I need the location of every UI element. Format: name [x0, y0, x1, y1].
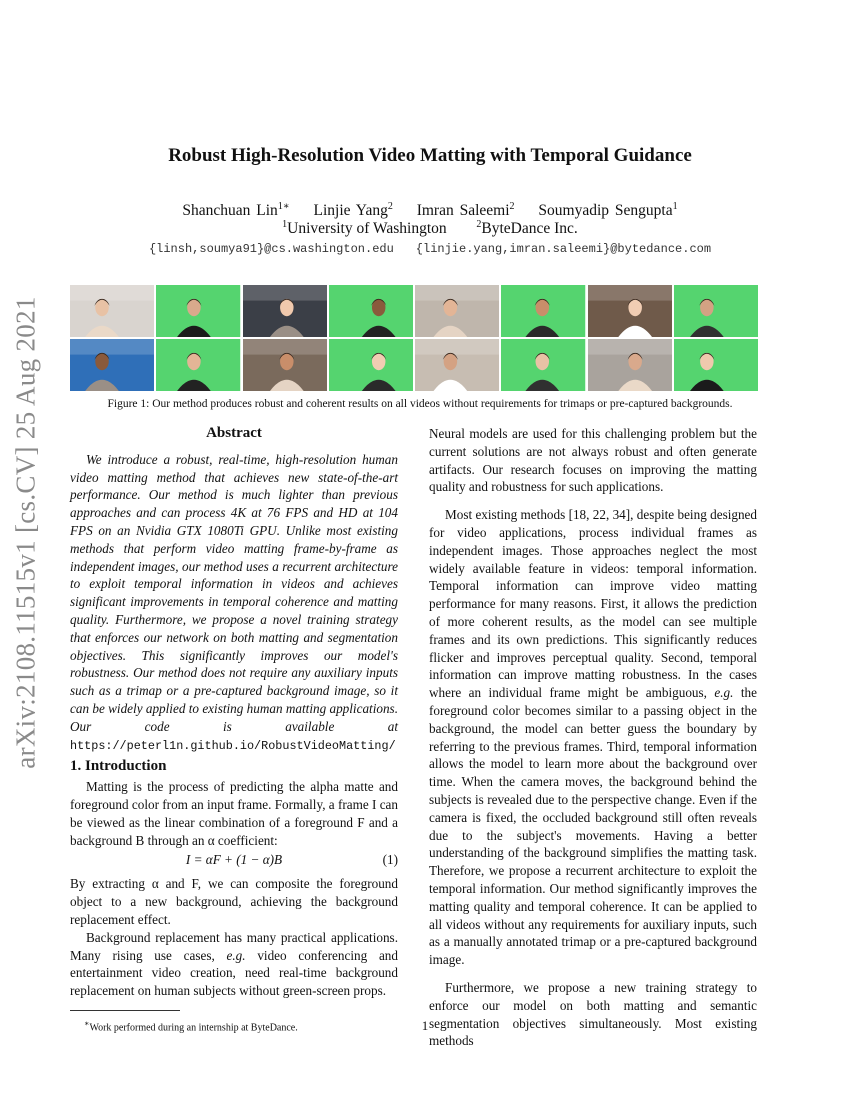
- right-column: [429, 425, 757, 1050]
- video-frame-original: [243, 285, 327, 337]
- video-frame-matted: [501, 285, 585, 337]
- video-frame-matted: [501, 339, 585, 391]
- video-frame-matted: [329, 339, 413, 391]
- body-paragraph: Neural models are used for this challenging problem but the current solutions are not always robust and often generate artifacts. Our research focuses on improving the matting quality and robustness for such applications.: [429, 426, 757, 495]
- body-paragraph: Furthermore, we propose a new training strategy to enforce our model on both matting and semantic segmentation objectives simultaneously. Most existing methods: [429, 979, 757, 1049]
- email: {linjie.yang,imran.saleemi}@bytedance.com: [415, 242, 712, 256]
- video-frame-original: [70, 285, 154, 337]
- video-frame-original: [415, 339, 499, 391]
- arxiv-id: arXiv:2108.11515v1 [cs.CV] 25 Aug 2021: [10, 295, 41, 769]
- intro-paragraph: By extracting α and F, we can composite the foreground object to a new background, achieving the background replacement effect.: [70, 876, 398, 927]
- section-heading-introduction: 1. Introduction: [70, 758, 167, 775]
- video-frame-original: [588, 285, 672, 337]
- author: Linjie Yang$^2$: [313, 201, 393, 220]
- video-frame-matted: [674, 339, 758, 391]
- author: Imran Saleemi$^2$: [416, 201, 515, 220]
- arxiv-watermark: [6, 292, 46, 772]
- video-frame-matted: [156, 285, 240, 337]
- affiliations: [70, 219, 790, 238]
- code-url[interactable]: https://peterl1n.github.io/RobustVideoMatting/: [70, 738, 396, 753]
- intro-paragraph: Matting is the process of predicting the alpha matte and foreground color from an input frame. Formally, a frame I can be viewed as the linear combination of a foreground F and a background B through an α coefficient:: [70, 779, 398, 848]
- video-frame-original: [588, 339, 672, 391]
- paper-title: Robust High-Resolution Video Matting with Temporal Guidance: [168, 145, 692, 166]
- footnote: ∗Work performed during an internship at ByteDance.: [84, 1018, 298, 1034]
- figure-1-image-grid: [70, 285, 758, 391]
- abstract-body: We introduce a robust, real-time, high-resolution human video matting method that achieves new state-of-the-art performance. Our method is much lighter than previous approaches and can process 4K at 76 FPS and HD at 104 FPS on an Nvidia GTX 1080Ti GPU. Unlike most existing methods that perform video matting frame-by-frame as independent images, our method uses a recurrent architecture to exploit temporal information in videos and achieves significant improvements in temporal coherence and matting quality. Furthermore, we propose a novel training strategy that enforces our network on both matting and segmentation objectives. This significantly improves our model's robustness. Our method does not require any auxiliary inputs such as a trimap or a pre-captured background image, so it can be widely applied to existing human matting applications. Our code is available at https://peterl1n.github.io/RobustVideoMatting/: [70, 451, 398, 753]
- figure-caption: Figure 1: Our method produces robust and coherent results on all videos without requirements for trimaps or pre-captured backgrounds.: [107, 398, 733, 410]
- intro-paragraph: Background replacement has many practical applications. Many rising use cases, e.g. video conferencing and entertainment video creation, need real-time background replacement on human subjects without green-screen props.: [70, 929, 398, 999]
- affiliation: $^1$University of Washington: [282, 219, 447, 238]
- video-frame-matted: [156, 339, 240, 391]
- page-number: 1: [421, 1018, 429, 1033]
- video-frame-original: [415, 285, 499, 337]
- equation-1: [70, 851, 398, 873]
- footnote-rule: [70, 1010, 180, 1011]
- equation-body: I = αF + (1 − α)B: [185, 852, 283, 868]
- affiliation: $^2$ByteDance Inc.: [476, 219, 578, 238]
- video-frame-matted: [674, 285, 758, 337]
- body-paragraph: Most existing methods [18, 22, 34], despite being designed for video applications, process individual frames as independent images. Those approaches neglect the most widely available feature in videos: temporal information. Temporal information can improve video matting performance for many reasons. First, it allows the prediction of more coherent results, as the model can see multiple frames and its own predictions. This significantly reduces flicker and improves perceptual quality. Second, temporal information can improve matting robustness. In the cases where an individual frame might be ambiguous, e.g. the foreground color becomes similar to a passing object in the background, the model can better guess the boundary by referring to the previous frames. Third, temporal information allows the model to learn more about the background over time. When the camera moves, the background behind the subjects is revealed due to the perspective change. Even if the camera is fixed, the occluded background still often reveals due to the subject's movements. Having a better understanding of the background simplifies the matting task. Therefore, we propose a recurrent architecture to exploit the temporal information. Our method significantly improves the matting quality and temporal coherence. It can be applied to all videos without any requirements for auxiliary inputs, such as a manually annotated trimap or a pre-captured background image.: [429, 507, 757, 968]
- equation-number: (1): [382, 852, 398, 868]
- abstract-heading: Abstract: [206, 425, 262, 441]
- video-frame-original: [70, 339, 154, 391]
- author-list: [70, 201, 790, 220]
- author-emails: [70, 242, 790, 256]
- left-column: [70, 425, 398, 1037]
- author: Soumyadip Sengupta$^1$: [538, 201, 678, 220]
- author: Shanchuan Lin$^{1∗}$: [182, 201, 290, 220]
- email: {linsh,soumya91}@cs.washington.edu: [148, 242, 394, 256]
- video-frame-original: [243, 339, 327, 391]
- video-frame-matted: [329, 285, 413, 337]
